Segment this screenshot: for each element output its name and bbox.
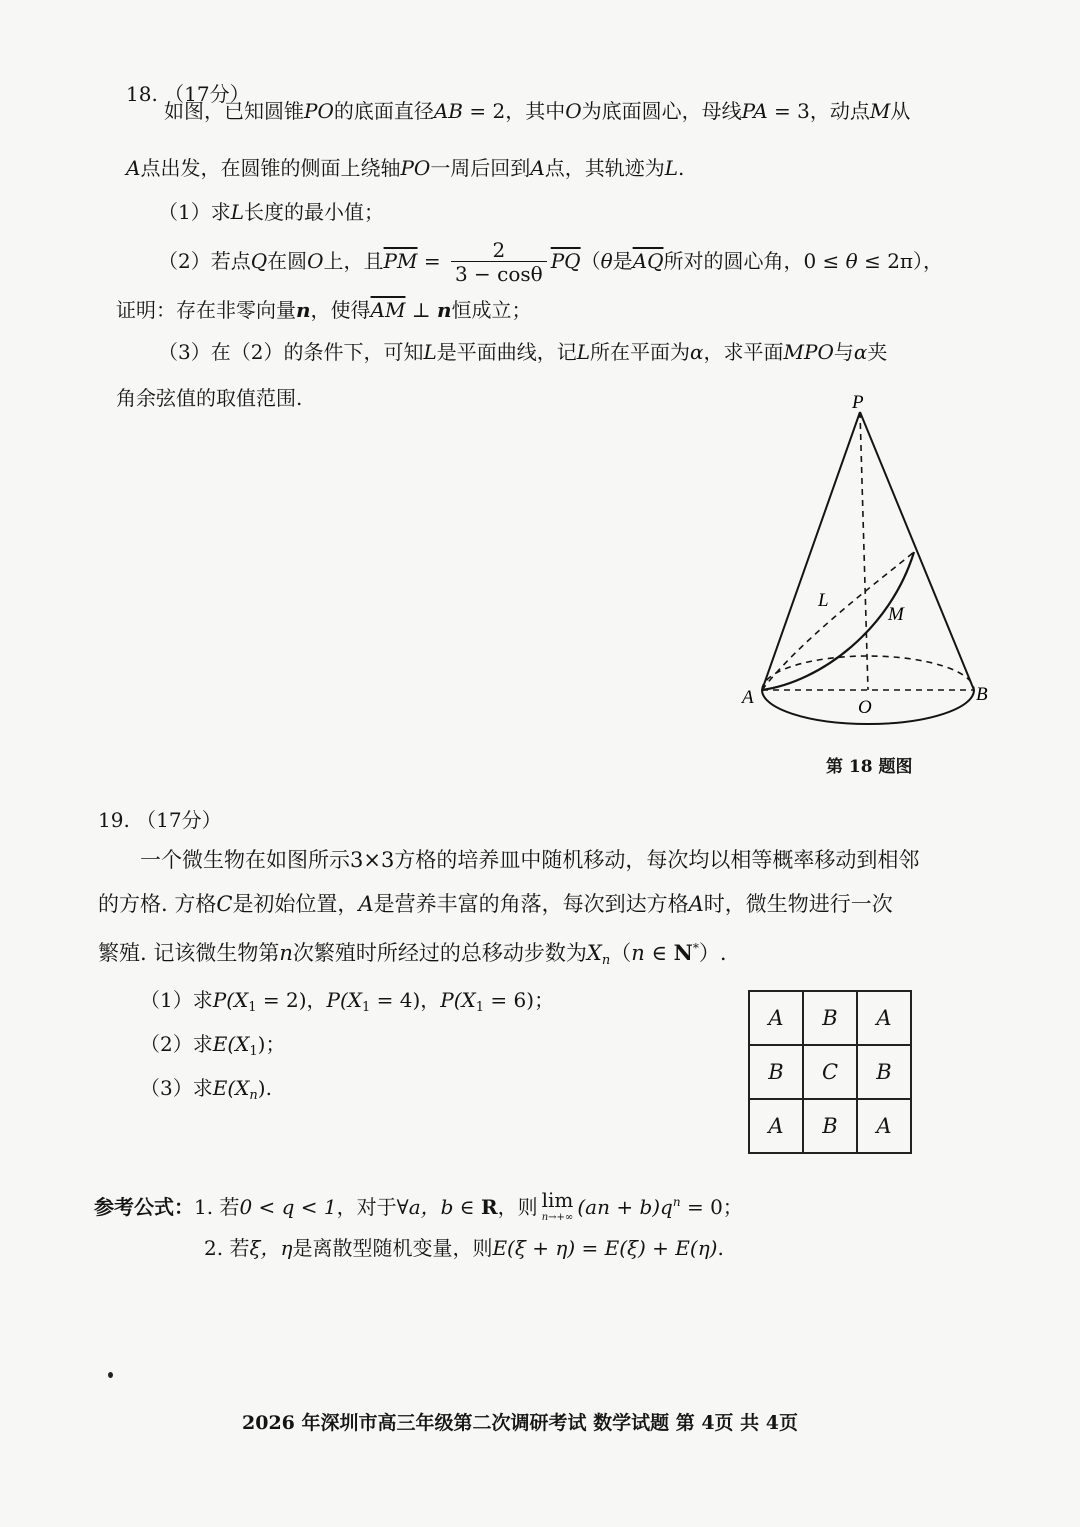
math: ξ，η — [249, 1236, 293, 1260]
text: ，求平面 — [703, 340, 784, 364]
var-PO: PO — [304, 99, 334, 123]
subscript: n — [249, 1088, 258, 1103]
text: 的方格. 方格 — [98, 892, 217, 916]
text: 是 — [612, 249, 633, 273]
q19-score: （17分） — [136, 808, 222, 832]
grid-row — [749, 1099, 911, 1153]
text: 方格的培养皿中随机移动，每次均以相等概率移动到相邻 — [394, 848, 920, 872]
math: P(X — [326, 988, 363, 1012]
math: 0 < q < 1 — [239, 1195, 337, 1219]
label-O: O — [858, 697, 872, 718]
var-AB: AB — [433, 99, 463, 123]
var-PO: PO — [400, 156, 431, 180]
grid-cell: A — [749, 1099, 803, 1153]
limit-operator: lim — [541, 1187, 574, 1212]
q19-stem-line1 — [140, 846, 919, 874]
text: 时，微生物进行一次 — [703, 892, 893, 916]
text: ∈ — [453, 1195, 481, 1219]
text: 的底面直径 — [333, 99, 434, 123]
arc-AQ: $\overline{AQ}$ — [632, 249, 664, 273]
text: 从 — [890, 99, 911, 123]
text: 与 — [833, 340, 854, 364]
math: E(X — [212, 1076, 250, 1100]
var-A: A — [126, 156, 141, 180]
text: ）. — [698, 941, 727, 965]
var-alpha: α — [690, 340, 704, 364]
text: ， — [420, 988, 441, 1012]
var-L: L — [230, 200, 245, 224]
text: 是初始位置， — [232, 892, 359, 916]
page-footer: 2026 年深圳市高三年级第二次调研考试 数学试题 第 4页 共 4页 — [242, 1412, 799, 1434]
var-L: L — [664, 156, 679, 180]
var-PA: PA — [741, 99, 768, 123]
var-O: O — [307, 249, 324, 273]
text: 3×3 — [350, 848, 395, 872]
grid-cell: A — [857, 1099, 911, 1153]
math: = 4) — [370, 988, 421, 1012]
limit-subscript: n→+∞ — [541, 1211, 574, 1223]
text: . — [265, 1076, 272, 1100]
text: 2. 若 — [204, 1236, 250, 1260]
text: ∈ — [644, 941, 674, 965]
text: ，使得 — [310, 298, 371, 322]
var-A: A — [688, 892, 704, 916]
q18-stem-line2 — [126, 154, 684, 182]
var-L: L — [423, 340, 437, 364]
math: = 6) — [484, 988, 535, 1012]
var-C: C — [216, 892, 233, 916]
q19-stem-line2 — [98, 890, 893, 918]
var-n: n — [279, 941, 293, 965]
q19-part3 — [140, 1074, 272, 1110]
q19-header — [98, 806, 222, 834]
ref-formula-2 — [204, 1234, 724, 1262]
math: = 2) — [256, 988, 307, 1012]
grid-cell: A — [749, 991, 803, 1045]
text: ； — [534, 988, 555, 1012]
grid-cell: B — [857, 1045, 911, 1099]
q19-part1 — [140, 986, 554, 1022]
math: P(X — [212, 988, 249, 1012]
label-B: B — [976, 684, 988, 705]
text: 为底面圆心，母线 — [581, 99, 742, 123]
vector-n: n — [437, 298, 452, 322]
text: 上，且 — [323, 249, 384, 273]
grid-cell: A — [857, 991, 911, 1045]
ink-dot — [108, 1372, 113, 1378]
text: 1. 若 — [194, 1195, 240, 1219]
text: （2）求 — [140, 1032, 213, 1056]
math: E(ξ + η) = E(ξ) + E(η) — [492, 1236, 718, 1260]
grid-row — [749, 1045, 911, 1099]
text: 是平面曲线，记 — [436, 340, 577, 364]
ref-title: 参考公式： — [94, 1195, 194, 1219]
figure-caption: 第 18 题图 — [826, 757, 913, 777]
subscript: 1 — [475, 1000, 485, 1015]
superscript: n — [672, 1195, 681, 1209]
text: 是营养丰富的角落，每次到达方格 — [373, 892, 689, 916]
set-R: R — [480, 1195, 498, 1219]
text: ，则 — [497, 1195, 538, 1219]
text: ， — [306, 988, 327, 1012]
text: （ — [610, 941, 632, 965]
var-theta: θ — [845, 249, 858, 273]
q19-part2 — [140, 1030, 285, 1066]
q19-stem-line3 — [98, 934, 727, 975]
fraction-numerator: 2 — [451, 239, 547, 262]
q18-part2-proof — [116, 296, 532, 324]
math: ) — [257, 1032, 266, 1056]
var-theta: θ — [600, 249, 613, 273]
math: P(X — [440, 988, 476, 1012]
text: （1）求 — [140, 988, 213, 1012]
grid-cell: B — [803, 1099, 857, 1153]
q19-number: 19. — [98, 808, 130, 832]
text: 所在平面为 — [590, 340, 691, 364]
var-n: n — [631, 941, 645, 965]
text: ⊥ — [405, 298, 437, 322]
grid-cell: B — [749, 1045, 803, 1099]
fraction-denominator: 3 − cosθ — [454, 262, 543, 286]
grid-cell: B — [803, 991, 857, 1045]
text: = 2，其中 — [463, 99, 566, 123]
set-N: N — [673, 940, 693, 965]
var-L: L — [576, 340, 591, 364]
q18-number: 18. — [126, 82, 158, 106]
text: 点，其轨迹为 — [544, 156, 665, 180]
label-P: P — [852, 392, 864, 413]
text: （3）在（2）的条件下，可知 — [158, 340, 424, 364]
var-X: X — [586, 941, 602, 965]
text: ； — [265, 1032, 286, 1056]
cone-axis-PO — [860, 412, 868, 690]
vector-AM: $\overline{AM}$ — [370, 298, 406, 322]
text: . — [717, 1236, 724, 1260]
petri-grid — [748, 990, 912, 1154]
limit — [541, 1187, 574, 1227]
text: 长度的最小值； — [244, 200, 385, 224]
grid-row — [749, 991, 911, 1045]
text: 繁殖. 记该微生物第 — [98, 941, 280, 965]
grid-cell: C — [803, 1045, 857, 1099]
var-M: M — [869, 99, 891, 123]
var-MPO: MPO — [783, 340, 834, 364]
q18-part2 — [158, 236, 943, 286]
superscript: * — [692, 941, 699, 955]
label-M: M — [888, 604, 904, 625]
vector-PM: $\overline{PM}$ — [383, 249, 418, 273]
ref-formula-1 — [94, 1182, 743, 1227]
math: E(X — [212, 1032, 250, 1056]
text: （2）若点 — [158, 249, 251, 273]
var-A: A — [358, 892, 374, 916]
base-back-arc — [762, 656, 974, 690]
subscript: 1 — [249, 1044, 258, 1059]
text: = — [417, 249, 447, 273]
text: 恒成立； — [451, 298, 532, 322]
math: ) — [257, 1076, 266, 1100]
subscript: 1 — [362, 1000, 371, 1015]
label-L: L — [818, 590, 829, 611]
text: 在圆 — [267, 249, 308, 273]
cone-edge-PB — [860, 412, 974, 690]
text: 所对的圆心角，0 ≤ — [663, 249, 846, 273]
text: 次繁殖时所经过的总移动步数为 — [292, 941, 587, 965]
var-O: O — [565, 99, 582, 123]
q18-part1 — [158, 198, 384, 226]
q18-score: （17分） — [164, 82, 250, 106]
math: ∀a，b — [396, 1195, 454, 1219]
var-alpha: α — [853, 340, 868, 364]
math: = 0； — [680, 1195, 743, 1219]
text: 一周后回到 — [430, 156, 531, 180]
text: 证明：存在非零向量 — [116, 298, 296, 322]
q18-part3 — [158, 338, 887, 366]
text: （3）求 — [140, 1076, 213, 1100]
text: 夹 — [867, 340, 888, 364]
text: . — [678, 156, 685, 180]
text: （ — [580, 249, 601, 273]
text: 点出发，在圆锥的侧面上绕轴 — [140, 156, 401, 180]
text: = 3，动点 — [767, 99, 870, 123]
var-A: A — [530, 156, 545, 180]
vector-PQ: $\overline{PQ}$ — [550, 249, 581, 273]
text: 一个微生物在如图所示 — [140, 848, 350, 872]
fraction — [451, 239, 547, 286]
text: ≤ 2π）， — [857, 249, 944, 273]
q18-stem-line1 — [164, 97, 910, 125]
cone-figure — [700, 380, 1020, 740]
subscript: 1 — [248, 1000, 257, 1015]
text: 角余弦值的取值范围. — [116, 386, 303, 410]
text: 如图，已知圆锥 — [164, 99, 304, 123]
subscript: n — [601, 953, 611, 968]
var-Q: Q — [250, 249, 268, 273]
text: 是离散型随机变量，则 — [292, 1236, 493, 1260]
math: (an + b)q — [577, 1195, 673, 1219]
label-A: A — [742, 687, 754, 708]
text: ，对于 — [336, 1195, 397, 1219]
text: （1）求 — [158, 200, 231, 224]
cone-edge-PA — [762, 412, 860, 690]
q18-part3-cont — [116, 384, 302, 412]
vector-n: n — [296, 298, 311, 322]
